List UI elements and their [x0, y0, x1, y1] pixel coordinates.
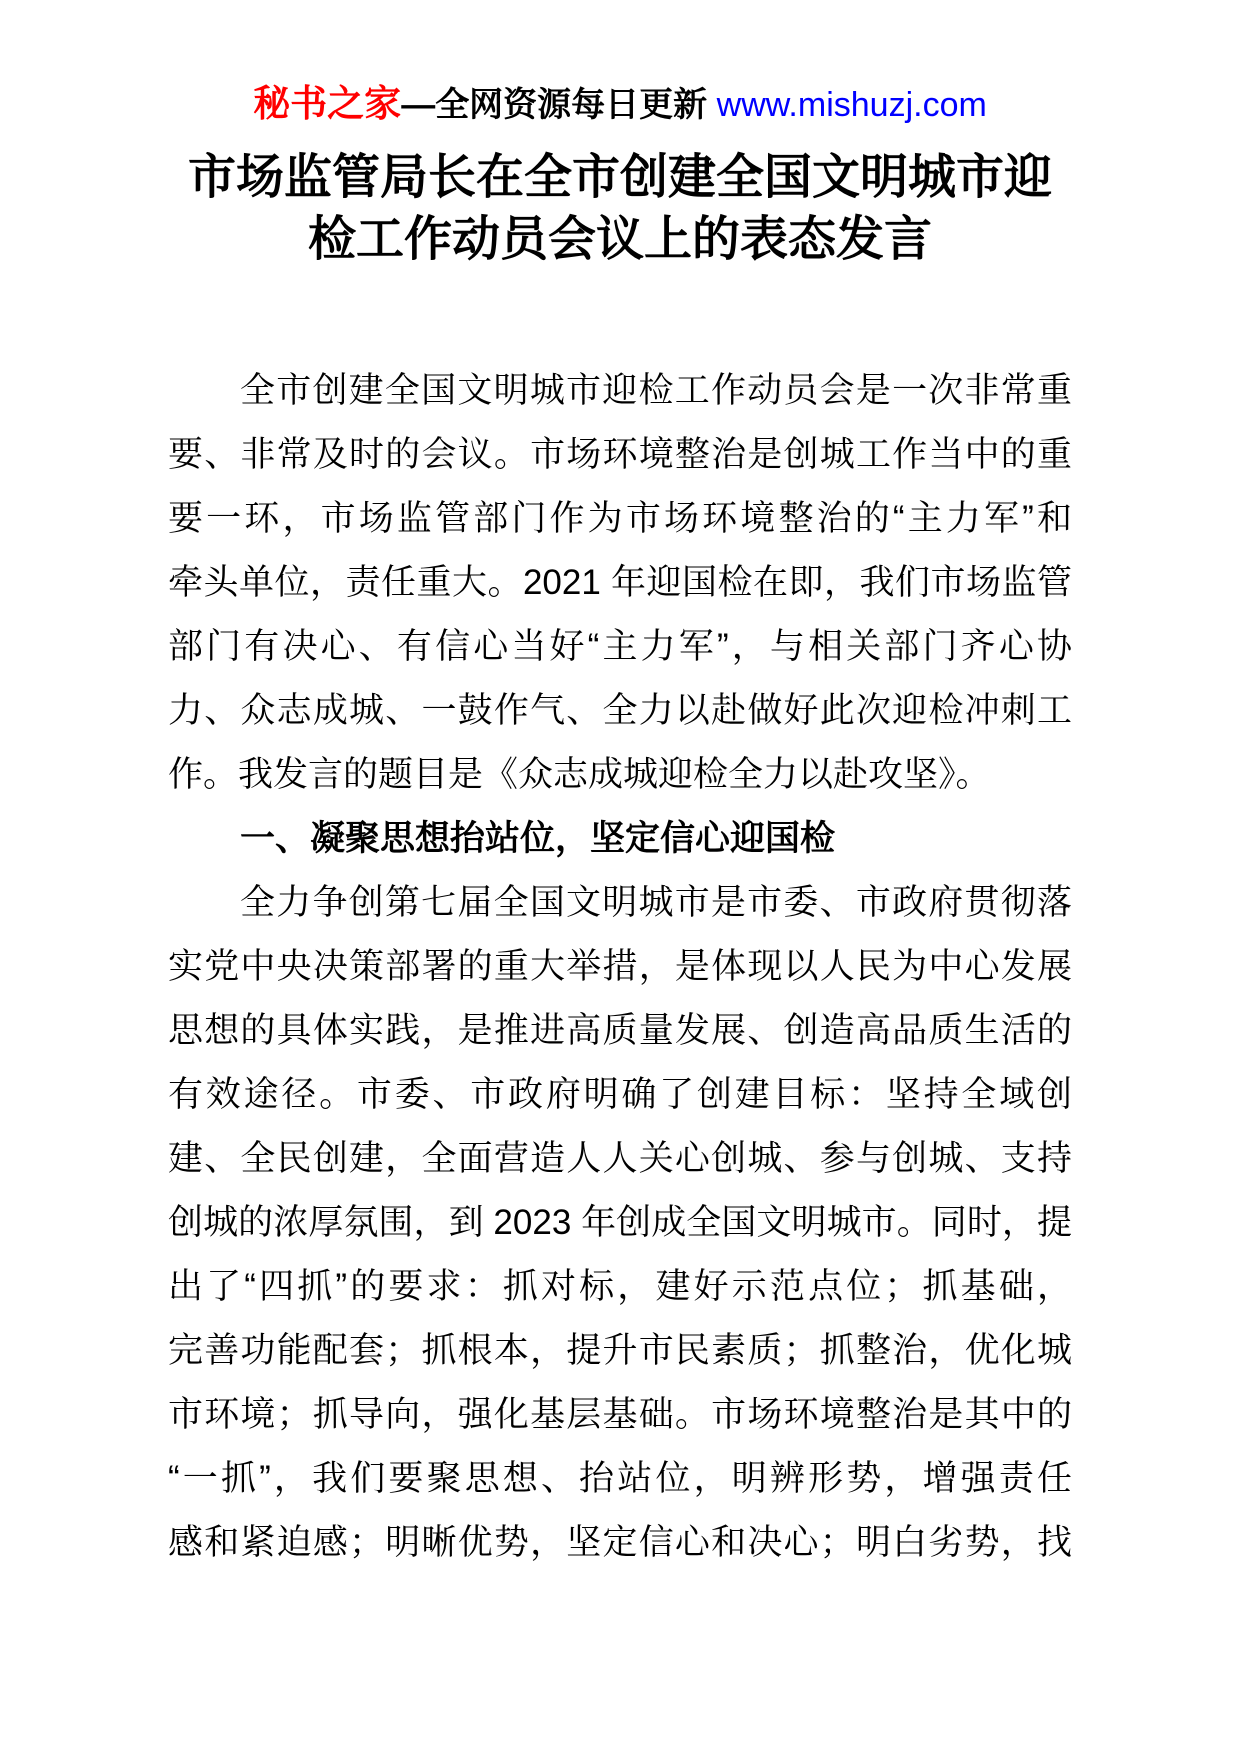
title-line-1: 市场监管局长在全市创建全国文明城市迎 — [187, 151, 1052, 204]
title-line-2: 检工作动员会议上的表态发言 — [307, 213, 932, 266]
para2-line: 全力争创第七届全国文明城市是市委、市政府贯彻落 — [240, 883, 1072, 922]
para2-line: 有效途径。市委、市政府明确了创建目标：坚持全域创 — [168, 1075, 1072, 1114]
para1-line: 作。我发言的题目是《众志成城迎检全力以赴攻坚》。 — [168, 755, 991, 794]
para1-line: 部门有决心、有信心当好“主力军”，与相关部门齐心协 — [168, 627, 1072, 666]
brand-name: 秘书之家 — [253, 83, 402, 124]
para2-line: 市环境；抓导向，强化基层基础。市场环境整治是其中的 — [168, 1395, 1072, 1434]
para1-line: 全市创建全国文明城市迎检工作动员会是一次非常重 — [240, 371, 1072, 410]
website-link[interactable]: www.mishuzj.com — [716, 86, 987, 124]
para2-line: 思想的具体实践，是推进高质量发展、创造高品质生活的 — [168, 1011, 1072, 1050]
para1-line: 要一环，市场监管部门作为市场环境整治的“主力军”和 — [168, 499, 1072, 538]
header-tagline: —全网资源每日更新 — [401, 86, 717, 124]
document-title — [168, 147, 1072, 271]
para1-line: 牵头单位，责任重大。2021 年迎国检在即，我们市场监管 — [168, 563, 1072, 602]
para2-line: 创城的浓厚氛围，到 2023 年创成全国文明城市。同时，提 — [168, 1203, 1072, 1242]
para2-line: “一抓”，我们要聚思想、抬站位，明辨形势，增强责任 — [168, 1459, 1072, 1498]
para2-line: 完善功能配套；抓根本，提升市民素质；抓整治，优化城 — [168, 1331, 1072, 1370]
section-heading-1: 一、凝聚思想抬站位，坚定信心迎国检 — [240, 819, 836, 858]
para2-line: 出了“四抓”的要求：抓对标，建好示范点位；抓基础， — [168, 1267, 1072, 1306]
para2-line: 实党中央决策部署的重大举措，是体现以人民为中心发展 — [168, 947, 1072, 986]
para2-line: 建、全民创建，全面营造人人关心创城、参与创城、支持 — [168, 1139, 1072, 1178]
watermark-header — [168, 80, 1072, 129]
document-body — [168, 359, 1072, 1575]
para1-line: 要、非常及时的会议。市场环境整治是创城工作当中的重 — [168, 435, 1072, 474]
para1-line: 力、众志成城、一鼓作气、全力以赴做好此次迎检冲刺工 — [168, 691, 1072, 730]
para2-line: 感和紧迫感；明晰优势，坚定信心和决心；明白劣势，找 — [168, 1523, 1072, 1562]
